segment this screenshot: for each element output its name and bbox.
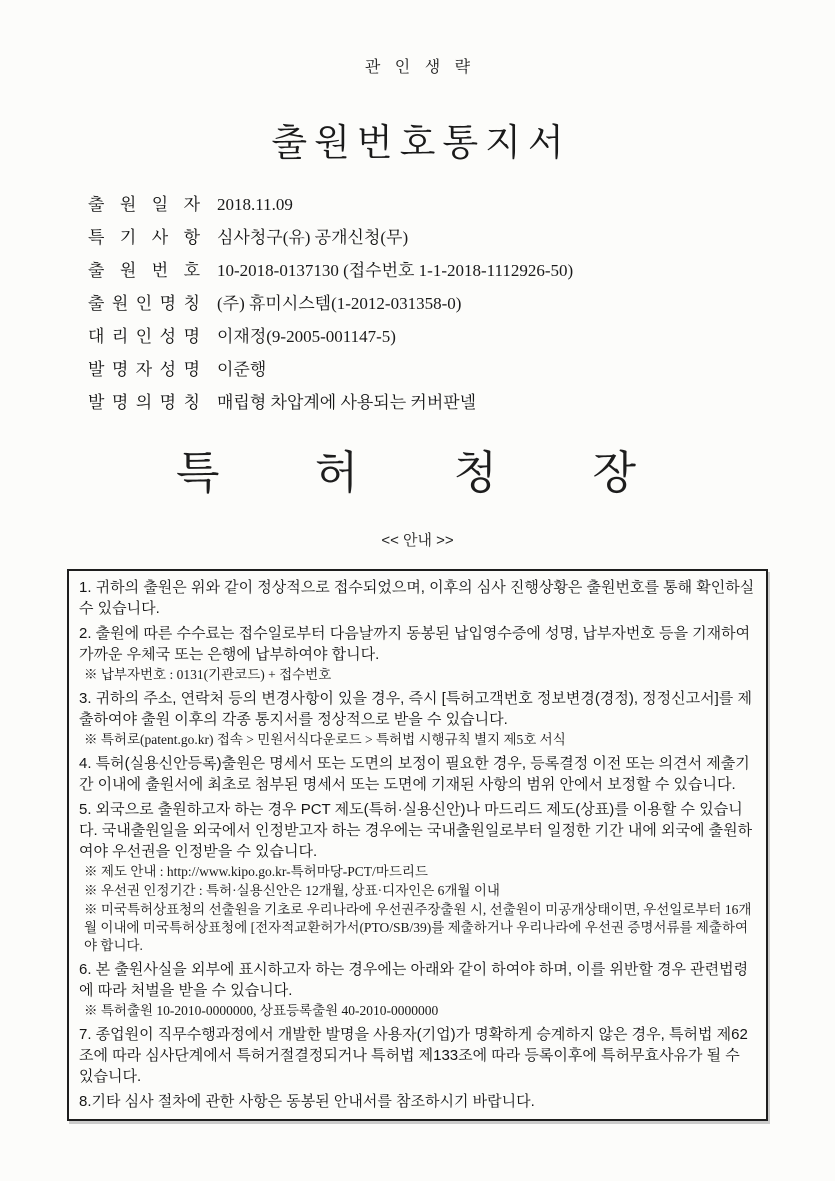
- field-label-filing-date: 출 원 일 자: [88, 195, 200, 214]
- field-label-special-notes: 특 기 사 항: [88, 228, 200, 247]
- notice-item-5-text: 5. 외국으로 출원하고자 하는 경우 PCT 제도(특허·실용신안)나 마드리드 제도(상표)를 이용할 수 있습니다. 국내출원일을 외국에서 인정받고자 하는 경우에는 국내출원일로부터 일정한 기간 내에 외국에 출원하여야 우선권을 인정받을 수 있습니다.: [79, 801, 753, 860]
- application-fields: [88, 190, 748, 421]
- notice-item-5: [79, 799, 756, 955]
- guidance-notice-box: [67, 569, 768, 1121]
- notice-item-1-text: 1. 귀하의 출원은 위와 같이 정상적으로 접수되었으며, 이후의 심사 진행상황은 출원번호를 통해 확인하실 수 있습니다.: [79, 579, 755, 617]
- notice-item-7-text: 7. 종업원이 직무수행과정에서 개발한 발명을 사용자(기업)가 명확하게 승계하지 않은 경우, 특허법 제62조에 따라 심사단계에서 특허거절결정되거나 특허법 제133조에 따라 등록이후에 특허무효사유가 될 수 있습니다.: [79, 1026, 748, 1085]
- page-title: 출원번호통지서: [271, 122, 571, 163]
- field-label-applicant-name: 출 원 인 명 칭: [88, 294, 200, 313]
- field-label-inventor-name: 발 명 자 성 명: [88, 360, 200, 379]
- notice-item-2-note: ※ 납부자번호 : 0131(기관코드) + 접수번호: [84, 667, 332, 682]
- notice-item-4: [79, 753, 756, 795]
- notice-item-3-text: 3. 귀하의 주소, 연락처 등의 변경사항이 있을 경우, 즉시 [특허고객번호 정보변경(경정), 정정신고서]를 제출하여야 출원 이후의 각종 통지서를 정상적으로 받을 수 있습니다.: [79, 690, 752, 728]
- field-row-invention-title: [88, 388, 748, 421]
- field-row-filing-date: [88, 190, 748, 223]
- field-row-special-notes: [88, 223, 748, 256]
- field-row-inventor-name: [88, 355, 748, 388]
- field-value-inventor-name: 이준행: [217, 360, 267, 379]
- notice-item-1: [79, 577, 756, 619]
- notice-item-6-text: 6. 본 출원사실을 외부에 표시하고자 하는 경우에는 아래와 같이 하여야 하며, 이를 위반할 경우 관련법령에 따라 처벌을 받을 수 있습니다.: [79, 961, 749, 999]
- field-row-agent-name: [88, 322, 748, 355]
- notice-item-8: [79, 1091, 756, 1112]
- notice-item-6: [79, 959, 756, 1020]
- notice-item-2-text: 2. 출원에 따른 수수료는 접수일로부터 다음날까지 동봉된 납입영수증에 성명, 납부자번호 등을 기재하여 가까운 우체국 또는 은행에 납부하여야 합니다.: [79, 625, 751, 663]
- field-value-applicant-name: (주) 휴미시스템(1-2012-031358-0): [217, 294, 462, 313]
- field-row-application-number: [88, 256, 748, 289]
- field-value-application-number: 10-2018-0137130 (접수번호 1-1-2018-1112926-50): [217, 261, 574, 280]
- notice-item-5-note-uspto: ※ 미국특허상표청의 선출원을 기초로 우리나라에 우선권주장출원 시, 선출원이 미공개상태이면, 우선일로부터 16개월 이내에 미국특허상표청에 [전자적교환허가서(PTO/SB/39)를 제출하거나 우리나라에 우선권 증명서류를 제출하여야 합니다.: [84, 902, 752, 953]
- notice-item-8-text: 8.기타 심사 절차에 관한 사항은 동봉된 안내서를 참조하시기 바랍니다.: [79, 1093, 535, 1110]
- field-value-filing-date: 2018.11.09: [217, 195, 293, 214]
- field-row-applicant-name: [88, 289, 748, 322]
- notice-item-3: [79, 688, 756, 749]
- guide-section-heading: << 안내 >>: [381, 532, 454, 549]
- issuer-commissioner-of-kipo: 특 허 청 장: [176, 447, 636, 498]
- field-label-invention-title: 발 명 의 명 칭: [88, 393, 200, 412]
- notice-item-2: [79, 623, 756, 684]
- notice-item-5-note-priority-period: ※ 우선권 인정기간 : 특허·실용신안은 12개월, 상표·디자인은 6개월 이내: [84, 883, 500, 898]
- official-seal-omitted-note: 관 인 생 략: [364, 59, 476, 76]
- notice-item-7: [79, 1024, 756, 1087]
- notice-item-6-note: ※ 특허출원 10-2010-0000000, 상표등록출원 40-2010-0000000: [84, 1003, 439, 1018]
- notice-item-3-note: ※ 특허로(patent.go.kr) 접속 > 민원서식다운로드 > 특허법 시행규칙 별지 제5호 서식: [84, 732, 566, 747]
- notice-item-5-note-system-guide: ※ 제도 안내 : http://www.kipo.go.kr-특허마당-PCT/마드리드: [84, 864, 428, 879]
- field-value-special-notes: 심사청구(유) 공개신청(무): [217, 228, 409, 247]
- field-value-invention-title: 매립형 차압계에 사용되는 커버판넬: [217, 393, 477, 412]
- field-label-application-number: 출 원 번 호: [88, 261, 200, 280]
- field-label-agent-name: 대 리 인 성 명: [88, 327, 200, 346]
- notice-item-4-text: 4. 특허(실용신안등록)출원은 명세서 또는 도면의 보정이 필요한 경우, 등록결정 이전 또는 의견서 제출기간 이내에 출원서에 최초로 첨부된 명세서 또는 도면에 기재된 사항의 범위 안에서 보정할 수 있습니다.: [79, 755, 750, 793]
- field-value-agent-name: 이재정(9-2005-001147-5): [217, 327, 396, 346]
